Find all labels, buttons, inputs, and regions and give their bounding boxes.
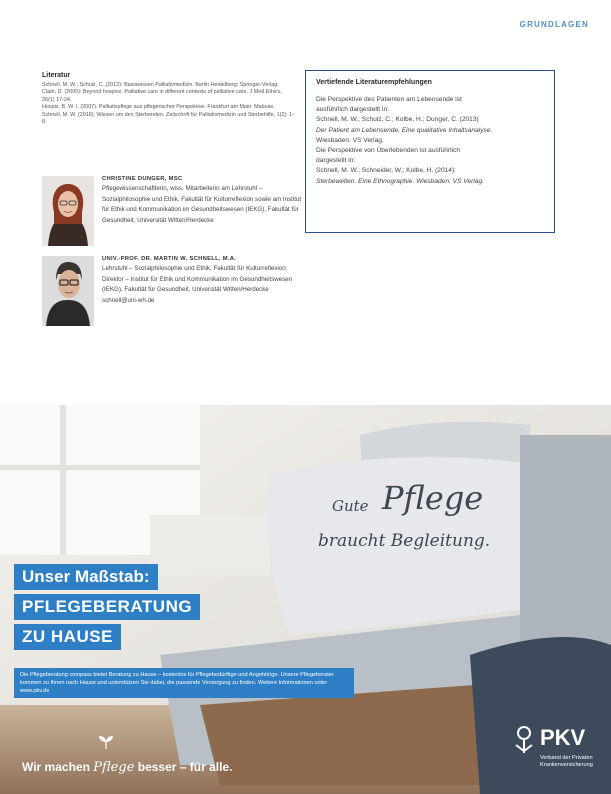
ad-body-text: Die Pflegeberatung compass bietet Beratung zu Hause – kostenlos für Pflegebedürftige und Angehörige. Unsere Pflegeberater kommen zu Ihnen nach Hause und unterstützen Sie dabei, die passende Versorgung zu finden. Weitere Informationen unter www.pkv.de xyxy=(14,668,354,698)
literature-heading: Literatur xyxy=(42,72,71,79)
recommended-line: Die Perspektive des Patienten am Lebensende ist xyxy=(316,96,462,103)
pkv-logo-text: PKV xyxy=(540,725,586,750)
author-card xyxy=(42,256,302,326)
sprout-icon xyxy=(98,735,114,749)
pkv-subtitle: Verband der Privaten Krankenversicherung xyxy=(540,755,593,768)
pillow-word-1: Gute xyxy=(332,497,369,515)
pillow-word-2: Pflege xyxy=(382,479,484,517)
headline-line-3: ZU HAUSE xyxy=(14,624,121,650)
section-label: GRUNDLAGEN xyxy=(519,20,589,29)
author-name: UNIV.-PROF. DR. MARTIN W. SCHNELL, M.A. xyxy=(102,256,237,262)
recommended-line: Der Patient am Lebensende. Eine qualitative Inhaltsanalyse. xyxy=(316,126,493,134)
headline-line-1: Unser Maßstab: xyxy=(14,564,158,590)
slogan-post: besser – für alle. xyxy=(137,760,233,774)
literature-entry: Hospiz, B. W. I. (2007): Palliativpflege aus pflegerischer Perspektive. Frankfurt am Main: Mabuse. xyxy=(42,104,275,111)
headline-line-2: PFLEGEBERATUNG xyxy=(14,594,200,620)
author-bio: Lehrstuhl – Sozialphilosophie und Ethik, Fakultät für Kulturreflexion; Direktor – Institut für Ethik und Kommunikation im Gesundheitswesen (IEKG), Fakultät für Gesundheit, Universität Witten/Herdecke schnell@uni-wh.de xyxy=(102,265,293,304)
recommended-literature-box xyxy=(305,70,555,233)
pillow-line-2: braucht Begleitung. xyxy=(318,531,491,551)
pkv-advertisement xyxy=(0,405,611,794)
recommended-line: ausführlich dargestellt in: xyxy=(316,106,389,114)
recommended-line: Die Perspektive von Überlebenden ist ausführlich xyxy=(316,147,461,155)
recommended-line: Schnell, M. W.; Schneider, W.; Kolbe, H. (2014): xyxy=(316,167,456,175)
ad-slogan xyxy=(22,760,232,775)
literature-entry: Clark, D. (2000): Beyond hospice. Palliative care in different contexts of palliative care. J Med Ethics, 26(1) 17-24. xyxy=(42,89,282,103)
author-photo xyxy=(42,256,94,326)
author-name: CHRISTINE DUNGER, MSC xyxy=(102,176,183,182)
recommended-line: dargestellt in: xyxy=(316,157,356,165)
authors-block xyxy=(42,176,302,336)
author-card xyxy=(42,176,302,246)
ad-headline xyxy=(14,564,200,654)
author-photo xyxy=(42,176,94,246)
author-bio: Pflegewissenschaftlerin, wiss. Mitarbeiterin am Lehrstuhl – Sozialphilosophie und Ethik, Fakultät für Kulturreflexion sowie am Institut für Ethik und Kommunikation im Gesundheitswesen (IEKG), Fakultät für Gesundheit, Universität Witten/Herdecke xyxy=(102,185,302,224)
slogan-script: Pflege xyxy=(93,760,135,775)
literature-entry: Schnell, M. W.; Schulz, C. (2012): Basiswissen Palliativmedizin. Berlin Heidelberg: Springer-Verlag. xyxy=(42,82,279,88)
recommended-line: Schnell, M. W.; Schulz, C.; Kolbe, H.; Dunger, C. (2013) xyxy=(316,116,479,124)
slogan-pre: Wir machen xyxy=(22,760,90,774)
recommended-line: Wiesbaden: VS Verlag. xyxy=(316,136,384,144)
recommended-line: Sterbewelten. Eine Ethnographie. Wiesbaden: VS Verlag. xyxy=(316,177,484,185)
pkv-logo-icon xyxy=(512,725,536,753)
literature-entry: Schnell, M. W. (2016): Wissen um den Sterbenden. Zeitschrift für Palliativmedizin und Sterbehilfe, 1(2): 1-8. xyxy=(42,111,294,126)
recommended-heading: Vertiefende Literaturempfehlungen xyxy=(316,79,432,86)
literature-block xyxy=(42,72,294,126)
